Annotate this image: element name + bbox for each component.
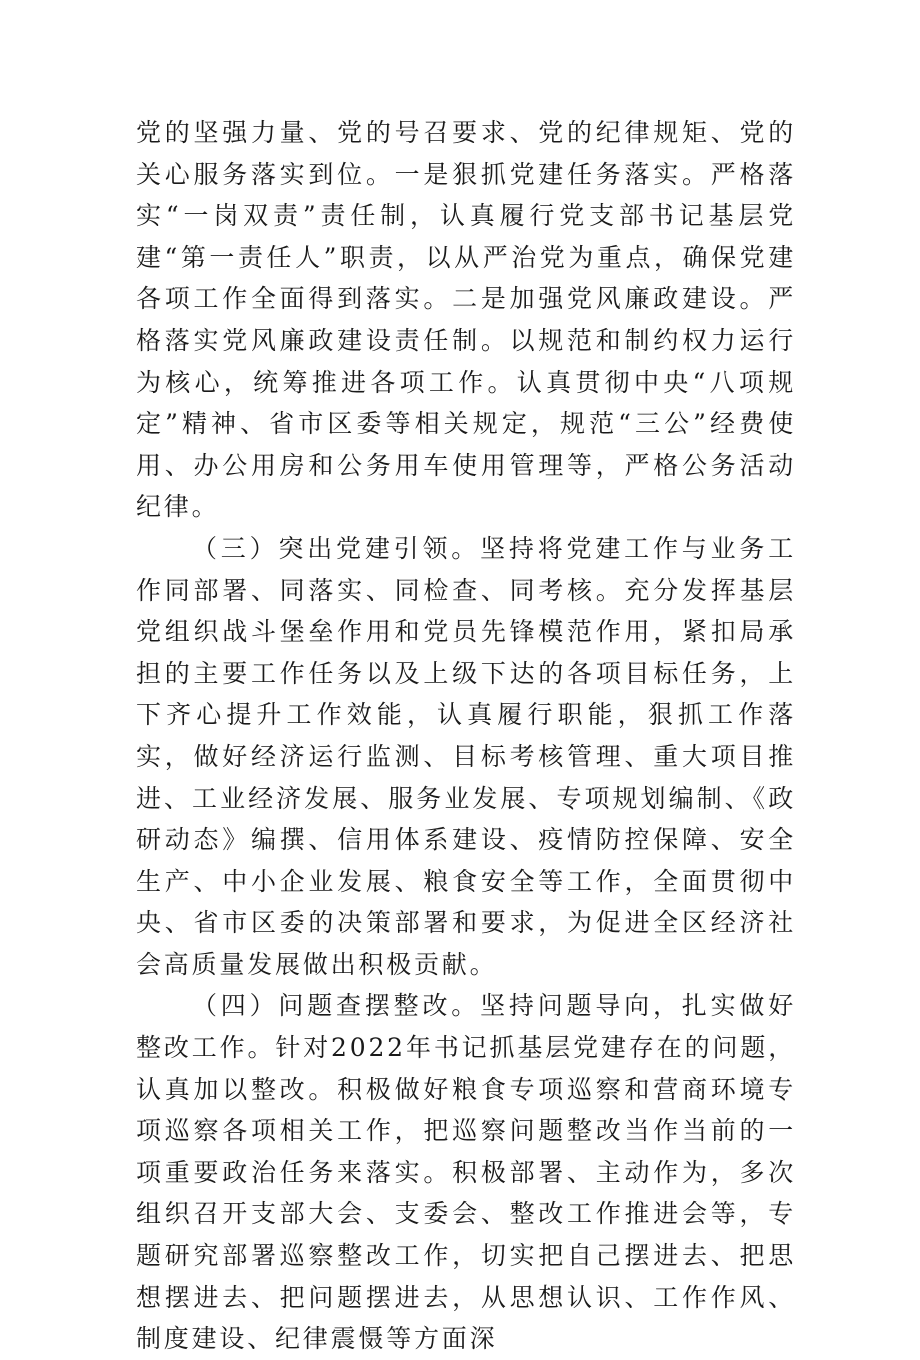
paragraph-continuation: 党的坚强力量、党的号召要求、党的纪律规矩、党的关心服务落实到位。一是狠抓党建任务落实。严格落实“一岗双责”责任制，认真履行党支部书记基层党建“第一责任人”职责，以从严治党为重点，确保党建各项工作全面得到落实。二是加强党风廉政建设。严格落实党风廉政建设责任制。以规范和制约权力运行为核心，统筹推进各项工作。认真贯彻中央“八项规定”精神、省市区委等相关规定，规范“三公”经费使用、办公用房和公务用车使用管理等，严格公务活动纪律。 [136, 118, 796, 522]
paragraph-section-4: （四）问题查摆整改。坚持问题导向，扎实做好整改工作。针对2022年书记抓基层党建存在的问题，认真加以整改。积极做好粮食专项巡察和营商环境专项巡察各项相关工作，把巡察问题整改当作当前的一项重要政治任务来落实。积极部署、主动作为，多次组织召开支部大会、支委会、整改工作推进会等，专题研究部署巡察整改工作，切实把自己摆进去、把思想摆进去、把问题摆进去，从思想认识、工作作风、制度建设、纪律震慑等方面深 [136, 991, 796, 1354]
paragraph-section-3: （三）突出党建引领。坚持将党建工作与业务工作同部署、同落实、同检查、同考核。充分发挥基层党组织战斗堡垒作用和党员先锋模范作用，紧扣局承担的主要工作任务以及上级下达的各项目标任务，上下齐心提升工作效能，认真履行职能，狠抓工作落实，做好经济运行监测、目标考核管理、重大项目推进、工业经济发展、服务业发展、专项规划编制、《政研动态》编撰、信用体系建设、疫情防控保障、安全生产、中小企业发展、粮食安全等工作，全面贯彻中央、省市区委的决策部署和要求，为促进全区经济社会高质量发展做出积极贡献。 [136, 533, 796, 979]
document-body [136, 112, 796, 1360]
